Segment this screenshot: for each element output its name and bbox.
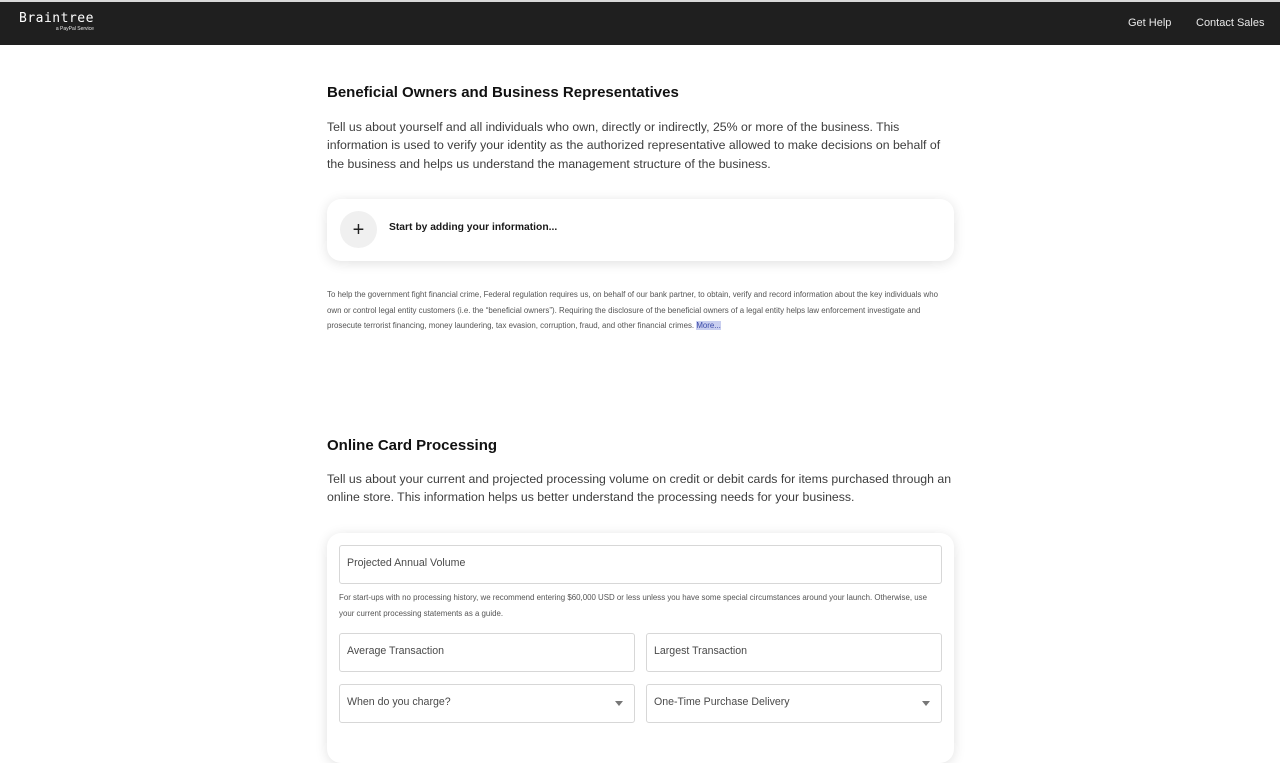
chevron-down-icon <box>615 701 623 706</box>
more-link[interactable]: More... <box>696 321 721 330</box>
average-transaction-field[interactable] <box>339 633 635 672</box>
processing-form-card <box>327 533 954 763</box>
delivery-label: One-Time Purchase Delivery <box>654 696 790 708</box>
online-card-processing-description: Tell us about your current and projected processing volume on credit or debit cards for items purchased through an online store. This information helps us better understand the processing needs for your business. <box>327 472 952 505</box>
top-navigation-bar <box>0 0 1280 45</box>
largest-transaction-field[interactable] <box>646 633 942 672</box>
beneficial-owners-title: Beneficial Owners and Business Representatives <box>327 84 679 101</box>
when-charge-label: When do you charge? <box>347 696 451 708</box>
braintree-logo[interactable] <box>19 12 94 32</box>
add-owner-label: Start by adding your information... <box>389 222 558 233</box>
largest-transaction-label: Largest Transaction <box>654 645 748 657</box>
logo-text: Braintree <box>19 11 94 26</box>
plus-icon[interactable]: + <box>340 211 377 248</box>
beneficial-owners-fine-print <box>327 287 954 334</box>
online-card-processing-title: Online Card Processing <box>327 437 498 454</box>
logo-subtext: a PayPal Service <box>55 26 94 32</box>
average-transaction-label: Average Transaction <box>347 645 444 657</box>
when-charge-select[interactable] <box>339 684 635 723</box>
add-owner-card[interactable] <box>327 199 954 261</box>
projected-volume-helper-text: For start-ups with no processing history, we recommend entering $60,000 USD or less unless you have some special circumstances around your launch. Otherwise, use your current processing statements as a guide. <box>339 593 927 618</box>
contact-sales-link[interactable]: Contact Sales <box>1196 17 1265 29</box>
chevron-down-icon <box>922 701 930 706</box>
beneficial-owners-description: Tell us about yourself and all individuals who own, directly or indirectly, 25% or more of the business. This information is used to verify your identity as the authorized representative allowed to make decisions on behalf of the business and helps us understand the management structure of the business. <box>327 120 941 171</box>
fine-print-text: To help the government fight financial crime, Federal regulation requires us, on behalf of our bank partner, to obtain, verify and record information about the key individuals who own or control legal entity customers (i.e. the “beneficial owners”). Requiring the disclosure of the beneficial owners of a legal entity helps law enforcement investigate and prosecute terrorist financing, money laundering, tax evasion, corruption, fraud, and other financial crimes. <box>327 290 938 330</box>
projected-annual-volume-field[interactable] <box>339 545 942 584</box>
get-help-link[interactable]: Get Help <box>1128 17 1172 29</box>
projected-annual-volume-label: Projected Annual Volume <box>347 557 466 569</box>
delivery-select[interactable] <box>646 684 942 723</box>
